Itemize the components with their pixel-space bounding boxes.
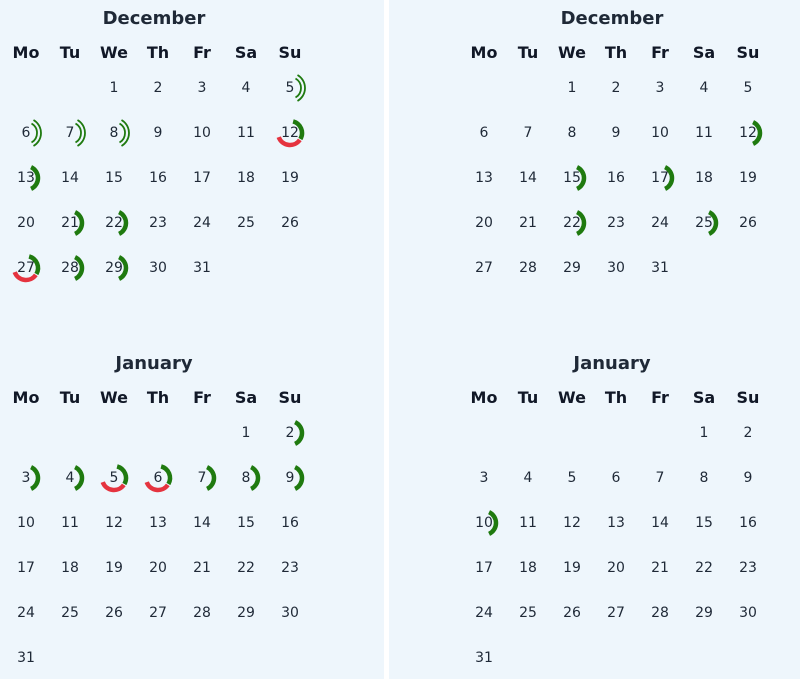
day-cell[interactable] (726, 410, 770, 455)
day-number: 30 (739, 604, 757, 621)
weekday-header: Th (604, 43, 628, 62)
day-number: 9 (285, 469, 295, 486)
day-cell[interactable] (136, 500, 180, 545)
day-number: 14 (651, 514, 669, 531)
day-cell[interactable] (550, 455, 594, 500)
day-number: 17 (193, 169, 211, 186)
day-number: 25 (61, 604, 79, 621)
day-cell[interactable] (462, 635, 506, 680)
day-cell[interactable] (506, 455, 550, 500)
day-cell[interactable] (4, 455, 48, 500)
day-cell[interactable] (638, 545, 682, 590)
day-number: 24 (193, 214, 211, 231)
day-number: 10 (651, 124, 669, 141)
day-number: 3 (197, 79, 207, 96)
day-cell[interactable] (268, 545, 312, 590)
weekday-header: Fr (651, 388, 669, 407)
weekday-header: Mo (12, 43, 40, 62)
day-number: 29 (237, 604, 255, 621)
day-cell[interactable] (136, 245, 180, 290)
day-cell[interactable] (180, 200, 224, 245)
positive-arc-inner (296, 78, 302, 97)
day-number: 10 (193, 124, 211, 141)
day-cell[interactable] (462, 110, 506, 155)
day-number: 22 (105, 214, 123, 231)
day-number: 2 (611, 79, 621, 96)
day-number: 4 (699, 79, 709, 96)
weekday-header: Th (146, 388, 170, 407)
day-number: 6 (21, 124, 31, 141)
weekday-header: Sa (234, 388, 258, 407)
day-number: 18 (695, 169, 713, 186)
day-cell[interactable] (550, 110, 594, 155)
weekday-header: Tu (517, 43, 539, 62)
day-number: 20 (607, 559, 625, 576)
day-number: 16 (149, 169, 167, 186)
day-cell[interactable] (180, 500, 224, 545)
day-cell[interactable] (180, 245, 224, 290)
day-cell[interactable] (224, 65, 268, 110)
weekday-header: We (558, 388, 586, 407)
day-cell[interactable] (224, 410, 268, 455)
day-number: 1 (241, 424, 251, 441)
day-cell[interactable] (48, 155, 92, 200)
day-number: 3 (479, 469, 489, 486)
day-cell[interactable] (92, 545, 136, 590)
day-number: 3 (21, 469, 31, 486)
day-number: 15 (105, 169, 123, 186)
day-cell[interactable] (638, 155, 682, 200)
day-cell[interactable] (180, 545, 224, 590)
day-number: 26 (281, 214, 299, 231)
day-number: 15 (237, 514, 255, 531)
day-number: 6 (479, 124, 489, 141)
day-cell[interactable] (682, 410, 726, 455)
day-number: 13 (149, 514, 167, 531)
day-number: 26 (105, 604, 123, 621)
positive-arc-outer (122, 120, 129, 146)
day-cell[interactable] (136, 200, 180, 245)
day-cell[interactable] (726, 155, 770, 200)
positive-arc (31, 467, 38, 489)
month-title: January (573, 353, 651, 374)
day-cell[interactable] (638, 245, 682, 290)
day-number: 4 (65, 469, 75, 486)
day-number: 25 (237, 214, 255, 231)
day-cell[interactable] (638, 455, 682, 500)
day-cell[interactable] (682, 500, 726, 545)
day-number: 23 (739, 559, 757, 576)
day-cell[interactable] (594, 590, 638, 635)
day-number: 4 (241, 79, 251, 96)
weekday-header: Sa (234, 43, 258, 62)
day-cell[interactable] (726, 65, 770, 110)
day-number: 10 (475, 514, 493, 531)
day-number: 8 (241, 469, 251, 486)
day-number: 27 (475, 259, 493, 276)
day-cell[interactable] (48, 500, 92, 545)
weekday-header: Su (278, 388, 302, 407)
day-number: 22 (695, 559, 713, 576)
day-number: 31 (17, 649, 35, 666)
positive-arc-outer (298, 75, 305, 101)
day-number: 20 (475, 214, 493, 231)
day-cell[interactable] (726, 200, 770, 245)
day-number: 17 (17, 559, 35, 576)
day-cell[interactable] (92, 455, 136, 500)
weekday-header: Fr (651, 43, 669, 62)
day-number: 7 (523, 124, 533, 141)
day-cell[interactable] (268, 410, 312, 455)
day-cell[interactable] (726, 455, 770, 500)
day-number: 8 (567, 124, 577, 141)
day-number: 20 (149, 559, 167, 576)
day-cell[interactable] (136, 545, 180, 590)
day-cell[interactable] (462, 200, 506, 245)
day-number: 21 (193, 559, 211, 576)
day-cell[interactable] (136, 590, 180, 635)
day-number: 6 (153, 469, 163, 486)
day-cell[interactable] (92, 245, 136, 290)
day-number: 22 (237, 559, 255, 576)
right-calendar-panel (389, 0, 800, 679)
day-number: 27 (607, 604, 625, 621)
weekday-header: Th (604, 388, 628, 407)
day-cell[interactable] (136, 155, 180, 200)
day-cell[interactable] (4, 155, 48, 200)
day-cell[interactable] (506, 200, 550, 245)
day-cell[interactable] (48, 245, 92, 290)
day-number: 14 (519, 169, 537, 186)
day-number: 11 (237, 124, 255, 141)
day-cell[interactable] (638, 65, 682, 110)
weekday-header: We (558, 43, 586, 62)
day-number: 23 (281, 559, 299, 576)
day-number: 25 (695, 214, 713, 231)
day-number: 2 (743, 424, 753, 441)
day-cell[interactable] (180, 65, 224, 110)
day-number: 14 (193, 514, 211, 531)
day-number: 8 (699, 469, 709, 486)
day-number: 12 (281, 124, 299, 141)
day-cell[interactable] (268, 455, 312, 500)
weekday-header: Mo (470, 388, 498, 407)
day-number: 13 (475, 169, 493, 186)
day-cell[interactable] (48, 545, 92, 590)
day-cell[interactable] (726, 110, 770, 155)
day-number: 29 (695, 604, 713, 621)
day-cell[interactable] (594, 200, 638, 245)
day-cell[interactable] (92, 200, 136, 245)
day-cell[interactable] (224, 545, 268, 590)
day-number: 19 (563, 559, 581, 576)
weekday-header: Sa (692, 43, 716, 62)
weekday-header: Sa (692, 388, 716, 407)
day-number: 29 (105, 259, 123, 276)
day-number: 2 (285, 424, 295, 441)
day-number: 23 (149, 214, 167, 231)
day-number: 5 (743, 79, 753, 96)
day-number: 31 (651, 259, 669, 276)
day-cell[interactable] (48, 590, 92, 635)
positive-arc (251, 467, 258, 489)
day-cell[interactable] (462, 545, 506, 590)
day-number: 15 (563, 169, 581, 186)
positive-arc-outer (34, 120, 41, 146)
day-cell[interactable] (550, 590, 594, 635)
day-number: 26 (563, 604, 581, 621)
day-number: 24 (651, 214, 669, 231)
day-cell[interactable] (638, 590, 682, 635)
day-cell[interactable] (550, 200, 594, 245)
day-number: 5 (109, 469, 119, 486)
weekday-header: Su (278, 43, 302, 62)
day-number: 11 (61, 514, 79, 531)
positive-arc (295, 422, 302, 444)
day-cell[interactable] (550, 245, 594, 290)
day-number: 27 (149, 604, 167, 621)
day-number: 24 (17, 604, 35, 621)
day-cell[interactable] (506, 155, 550, 200)
day-number: 20 (17, 214, 35, 231)
day-number: 28 (61, 259, 79, 276)
day-number: 21 (519, 214, 537, 231)
day-cell[interactable] (92, 590, 136, 635)
day-number: 19 (739, 169, 757, 186)
day-number: 16 (739, 514, 757, 531)
day-cell[interactable] (4, 545, 48, 590)
day-number: 6 (611, 469, 621, 486)
day-cell[interactable] (462, 500, 506, 545)
day-number: 5 (285, 79, 295, 96)
day-cell[interactable] (682, 590, 726, 635)
day-number: 18 (237, 169, 255, 186)
day-cell[interactable] (4, 635, 48, 680)
day-cell[interactable] (48, 455, 92, 500)
day-cell[interactable] (506, 245, 550, 290)
day-cell[interactable] (682, 155, 726, 200)
day-number: 10 (17, 514, 35, 531)
day-cell[interactable] (48, 200, 92, 245)
day-cell[interactable] (594, 65, 638, 110)
day-number: 15 (695, 514, 713, 531)
day-number: 22 (563, 214, 581, 231)
day-number: 31 (193, 259, 211, 276)
day-number: 31 (475, 649, 493, 666)
day-cell[interactable] (268, 65, 312, 110)
day-cell[interactable] (268, 500, 312, 545)
month-title: January (115, 353, 193, 374)
day-cell[interactable] (224, 200, 268, 245)
weekday-header: Tu (59, 388, 81, 407)
day-cell[interactable] (268, 200, 312, 245)
day-number: 30 (281, 604, 299, 621)
day-number: 13 (607, 514, 625, 531)
positive-arc-inner (32, 123, 38, 142)
day-cell[interactable] (682, 110, 726, 155)
day-cell[interactable] (506, 545, 550, 590)
day-cell[interactable] (268, 155, 312, 200)
day-number: 24 (475, 604, 493, 621)
day-number: 11 (519, 514, 537, 531)
day-number: 17 (651, 169, 669, 186)
weekday-header: Fr (193, 388, 211, 407)
day-number: 25 (519, 604, 537, 621)
day-cell[interactable] (726, 590, 770, 635)
day-cell[interactable] (682, 65, 726, 110)
day-number: 1 (567, 79, 577, 96)
day-cell[interactable] (594, 245, 638, 290)
day-cell[interactable] (268, 590, 312, 635)
weekday-header: Tu (59, 43, 81, 62)
weekday-header: We (100, 43, 128, 62)
day-number: 12 (739, 124, 757, 141)
day-cell[interactable] (92, 110, 136, 155)
day-cell[interactable] (224, 155, 268, 200)
day-cell[interactable] (682, 545, 726, 590)
day-cell[interactable] (638, 110, 682, 155)
weekday-header: Mo (470, 43, 498, 62)
left-calendar-panel (0, 0, 384, 679)
day-number: 17 (475, 559, 493, 576)
day-number: 14 (61, 169, 79, 186)
day-cell[interactable] (462, 155, 506, 200)
positive-arc (295, 467, 302, 489)
day-cell[interactable] (594, 155, 638, 200)
day-number: 16 (607, 169, 625, 186)
day-number: 16 (281, 514, 299, 531)
month-title: December (102, 8, 206, 29)
weekday-header: Su (736, 388, 760, 407)
day-cell[interactable] (550, 545, 594, 590)
day-cell[interactable] (4, 200, 48, 245)
day-number: 7 (65, 124, 75, 141)
day-cell[interactable] (136, 110, 180, 155)
day-number: 19 (281, 169, 299, 186)
weekday-header: Tu (517, 388, 539, 407)
day-number: 30 (607, 259, 625, 276)
day-cell[interactable] (48, 110, 92, 155)
day-number: 12 (105, 514, 123, 531)
day-cell[interactable] (4, 500, 48, 545)
day-number: 23 (607, 214, 625, 231)
day-cell[interactable] (638, 200, 682, 245)
day-number: 7 (655, 469, 665, 486)
day-cell[interactable] (92, 65, 136, 110)
day-number: 1 (699, 424, 709, 441)
day-number: 9 (743, 469, 753, 486)
day-cell[interactable] (136, 455, 180, 500)
positive-arc-outer (78, 120, 85, 146)
day-cell[interactable] (594, 545, 638, 590)
day-number: 7 (197, 469, 207, 486)
day-number: 30 (149, 259, 167, 276)
day-cell[interactable] (268, 110, 312, 155)
day-number: 18 (61, 559, 79, 576)
day-cell[interactable] (224, 500, 268, 545)
positive-arc (75, 467, 82, 489)
day-cell[interactable] (4, 110, 48, 155)
day-number: 5 (567, 469, 577, 486)
month-title: December (560, 8, 664, 29)
day-cell[interactable] (136, 65, 180, 110)
day-cell[interactable] (180, 110, 224, 155)
day-number: 21 (61, 214, 79, 231)
day-number: 27 (17, 259, 35, 276)
day-number: 2 (153, 79, 163, 96)
positive-arc-inner (76, 123, 82, 142)
day-number: 21 (651, 559, 669, 576)
day-cell[interactable] (224, 455, 268, 500)
day-number: 11 (695, 124, 713, 141)
day-number: 3 (655, 79, 665, 96)
day-cell[interactable] (92, 500, 136, 545)
day-cell[interactable] (594, 110, 638, 155)
day-cell[interactable] (594, 500, 638, 545)
day-cell[interactable] (224, 110, 268, 155)
day-cell[interactable] (682, 455, 726, 500)
day-cell[interactable] (180, 455, 224, 500)
day-cell[interactable] (506, 590, 550, 635)
weekday-header: Mo (12, 388, 40, 407)
day-number: 28 (651, 604, 669, 621)
day-cell[interactable] (180, 155, 224, 200)
day-cell[interactable] (594, 455, 638, 500)
day-cell[interactable] (462, 455, 506, 500)
day-number: 19 (105, 559, 123, 576)
day-cell[interactable] (92, 155, 136, 200)
day-cell[interactable] (550, 500, 594, 545)
day-number: 26 (739, 214, 757, 231)
weekday-header: Fr (193, 43, 211, 62)
day-cell[interactable] (506, 500, 550, 545)
day-number: 29 (563, 259, 581, 276)
day-cell[interactable] (462, 245, 506, 290)
day-number: 12 (563, 514, 581, 531)
positive-arc-inner (120, 123, 126, 142)
day-number: 28 (519, 259, 537, 276)
day-cell[interactable] (638, 500, 682, 545)
weekday-header: Su (736, 43, 760, 62)
day-cell[interactable] (462, 590, 506, 635)
positive-arc (207, 467, 214, 489)
day-number: 18 (519, 559, 537, 576)
day-cell[interactable] (4, 245, 48, 290)
day-cell[interactable] (180, 590, 224, 635)
day-number: 13 (17, 169, 35, 186)
day-cell[interactable] (506, 110, 550, 155)
weekday-header: Th (146, 43, 170, 62)
day-number: 9 (153, 124, 163, 141)
day-number: 4 (523, 469, 533, 486)
day-number: 8 (109, 124, 119, 141)
day-cell[interactable] (550, 65, 594, 110)
day-cell[interactable] (4, 590, 48, 635)
day-number: 9 (611, 124, 621, 141)
day-number: 28 (193, 604, 211, 621)
weekday-header: We (100, 388, 128, 407)
day-cell[interactable] (726, 500, 770, 545)
day-number: 1 (109, 79, 119, 96)
day-cell[interactable] (682, 200, 726, 245)
day-cell[interactable] (726, 545, 770, 590)
day-cell[interactable] (224, 590, 268, 635)
day-cell[interactable] (550, 155, 594, 200)
